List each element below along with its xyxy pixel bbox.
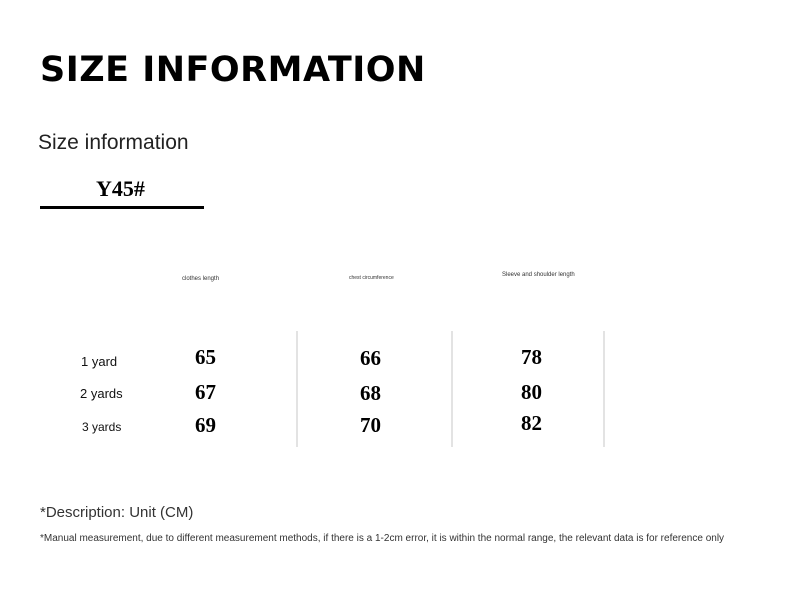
- table-cell: 67: [195, 380, 216, 404]
- table-cell: 66: [360, 346, 381, 370]
- table-cell: 80: [521, 380, 542, 404]
- section-subtitle: Size information: [38, 131, 189, 154]
- table-cell: 78: [521, 345, 542, 369]
- table-cell: 69: [195, 413, 216, 437]
- measurement-note: *Manual measurement, due to different measurement methods, if there is a 1-2cm error, it is within the normal range, the relevant data is for reference only: [40, 533, 725, 544]
- table-cell: 65: [195, 345, 216, 369]
- model-code: Y45#: [96, 176, 145, 201]
- table-cell: 82: [521, 411, 542, 435]
- column-header-chest-circumference: chest circumference: [349, 275, 394, 281]
- column-header-clothes-length: clothes length: [182, 276, 220, 282]
- unit-description: *Description: Unit (CM): [40, 504, 194, 521]
- row-label-2-yards: 2 yards: [80, 386, 123, 401]
- table-cell: 68: [360, 381, 381, 405]
- column-divider: [451, 331, 453, 447]
- row-label-1-yard: 1 yard: [81, 354, 118, 369]
- column-divider: [603, 331, 605, 447]
- table-cell: 70: [360, 413, 381, 437]
- model-underline: [40, 206, 204, 209]
- page-title: SIZE INFORMATION: [40, 50, 426, 90]
- column-divider: [296, 331, 298, 447]
- column-header-sleeve-shoulder-length: Sleeve and shoulder length: [502, 272, 575, 278]
- row-label-3-yards: 3 yards: [82, 420, 122, 434]
